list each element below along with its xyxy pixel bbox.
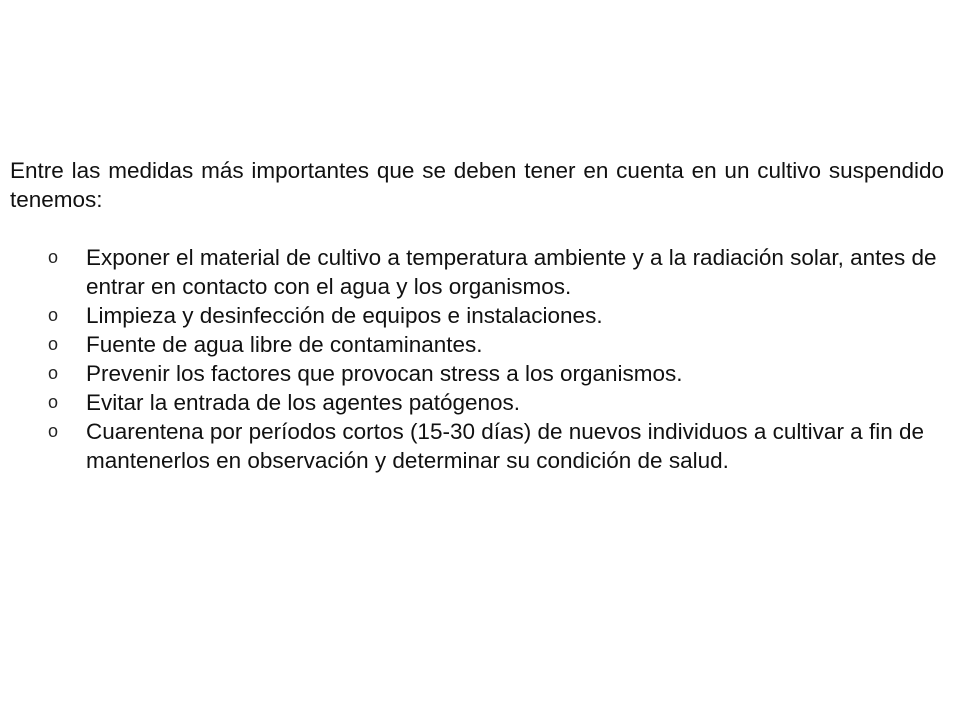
list-item [10, 243, 944, 301]
list-item [10, 301, 944, 330]
measures-list [10, 243, 944, 475]
list-item [10, 417, 944, 475]
circle-bullet-icon: o [48, 334, 59, 354]
circle-bullet-icon: o [48, 363, 59, 383]
document-body [10, 156, 944, 475]
list-item [10, 388, 944, 417]
list-item-text: Cuarentena por períodos cortos (15-30 días) de nuevos individuos a cultivar a fin de mantenerlos en observación y determinar su condición de salud. [86, 419, 924, 473]
list-item-text: Evitar la entrada de los agentes patógenos. [86, 390, 521, 415]
circle-bullet-icon: o [48, 421, 59, 441]
intro-paragraph: Entre las medidas más importantes que se deben tener en cuenta en un cultivo suspendido tenemos: [10, 158, 944, 212]
circle-bullet-icon: o [48, 247, 59, 267]
list-item [10, 330, 944, 359]
circle-bullet-icon: o [48, 305, 59, 325]
list-item-text: Prevenir los factores que provocan stress a los organismos. [86, 361, 683, 386]
list-item-text: Fuente de agua libre de contaminantes. [86, 332, 483, 357]
circle-bullet-icon: o [48, 392, 59, 412]
list-item-text: Limpieza y desinfección de equipos e instalaciones. [86, 303, 603, 328]
list-item [10, 359, 944, 388]
list-item-text: Exponer el material de cultivo a temperatura ambiente y a la radiación solar, antes de entrar en contacto con el agua y los organismos. [86, 245, 937, 299]
